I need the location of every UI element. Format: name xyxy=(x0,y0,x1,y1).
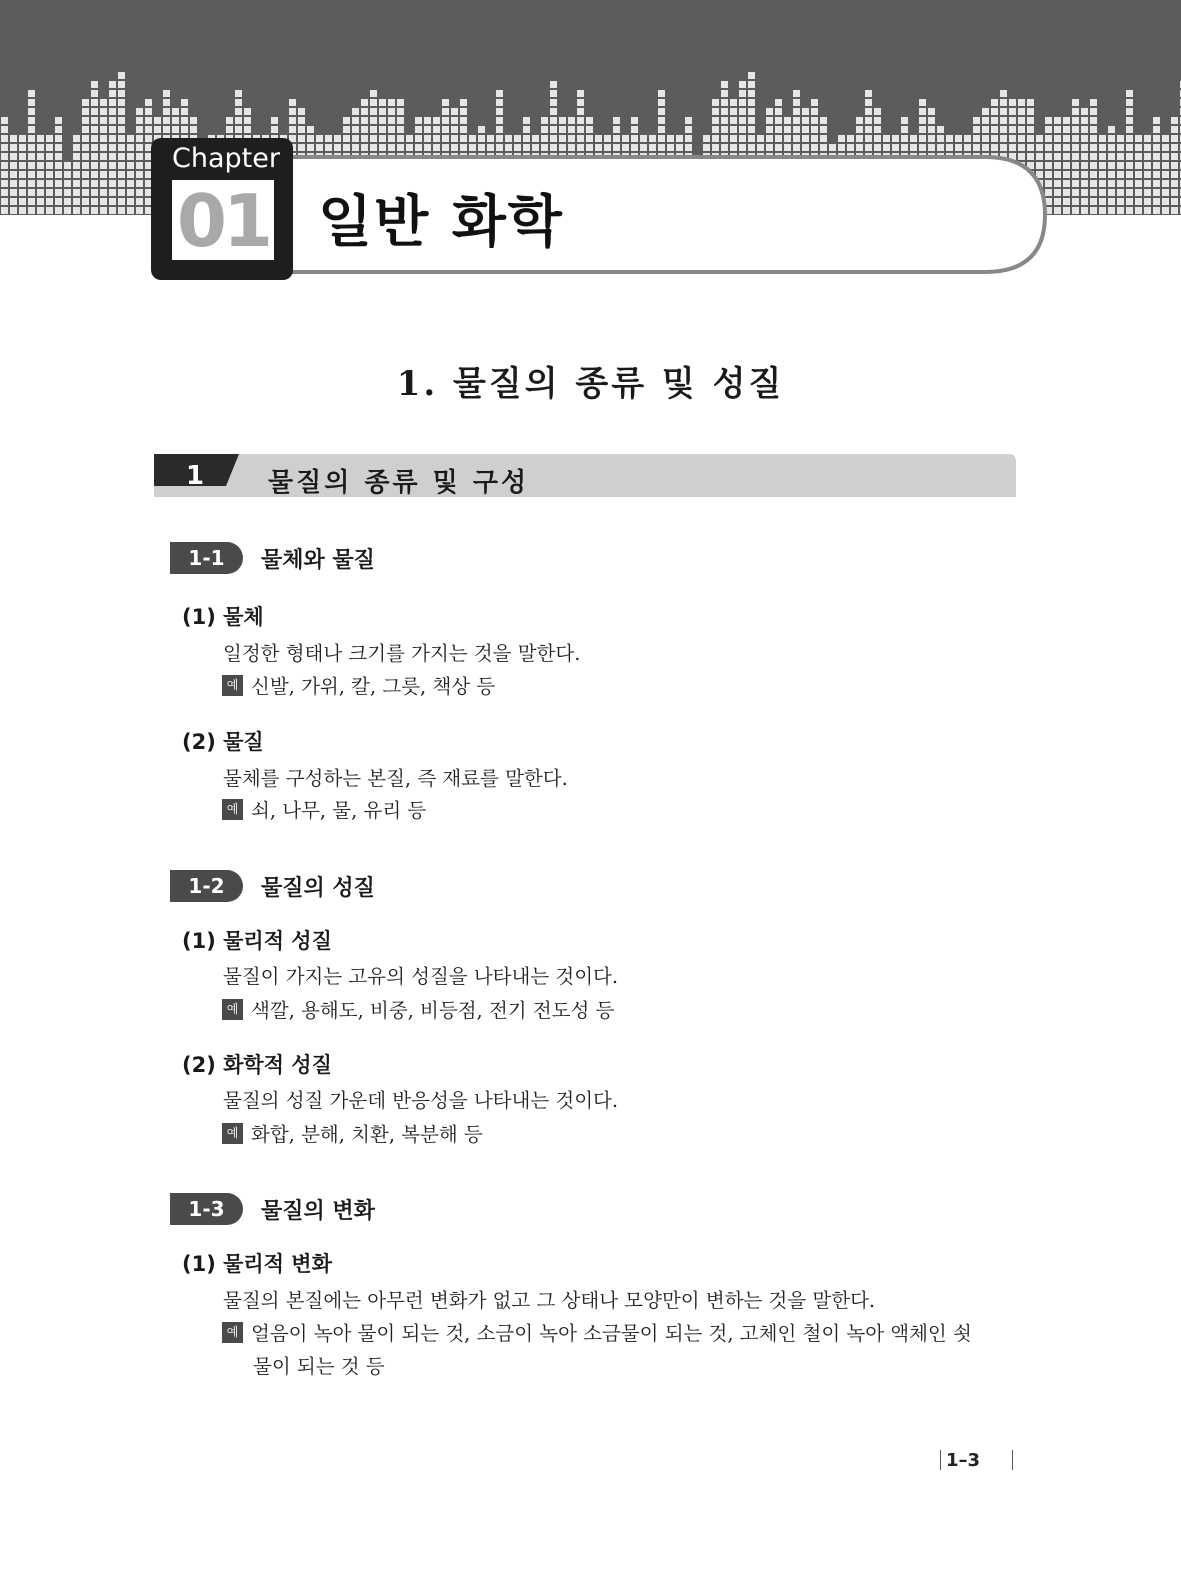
example-badge: 예 xyxy=(222,999,243,1020)
subsection-badge: 1-1 xyxy=(170,542,243,574)
chapter-title: 일반 화학 xyxy=(318,190,564,255)
chapter-number: 01 xyxy=(172,180,274,260)
example-badge: 예 xyxy=(222,799,243,820)
page-number-divider-left xyxy=(940,1450,941,1470)
subsection-title: 물질의 성질 xyxy=(261,875,375,901)
item-text: 물질의 성질 가운데 반응성을 나타내는 것이다. xyxy=(223,1089,619,1112)
page-number: 1–3 xyxy=(946,1450,981,1471)
example-line xyxy=(222,1119,483,1147)
example-line xyxy=(222,1318,972,1346)
item-heading: (2) 화학적 성질 xyxy=(182,1053,332,1077)
item-heading: (1) 물체 xyxy=(182,605,264,629)
example-text: 쇠, 나무, 물, 유리 등 xyxy=(251,799,427,822)
section-title: 1. 물질의 종류 및 성질 xyxy=(396,364,785,404)
part-title: 물질의 종류 및 구성 xyxy=(268,468,530,498)
example-text-continued: 물이 되는 것 등 xyxy=(253,1355,385,1378)
page-number-divider-right xyxy=(1012,1450,1013,1470)
example-text: 신발, 가위, 칼, 그릇, 책상 등 xyxy=(251,675,496,698)
subsection-heading xyxy=(170,870,375,902)
item-heading: (1) 물리적 변화 xyxy=(182,1252,332,1276)
example-badge: 예 xyxy=(222,675,243,696)
item-text: 물질의 본질에는 아무런 변화가 없고 그 상태나 모양만이 변하는 것을 말한다. xyxy=(223,1289,876,1312)
part-number: 1 xyxy=(185,461,205,491)
subsection-title: 물질의 변화 xyxy=(261,1198,375,1224)
example-text: 얼음이 녹아 물이 되는 것, 소금이 녹아 소금물이 되는 것, 고체인 철이 녹아 액체인 쇳 xyxy=(251,1322,972,1345)
item-heading: (2) 물질 xyxy=(182,730,264,754)
item-heading: (1) 물리적 성질 xyxy=(182,929,332,953)
item-text: 일정한 형태나 크기를 가지는 것을 말한다. xyxy=(223,642,581,665)
subsection-badge: 1-2 xyxy=(170,870,243,902)
example-badge: 예 xyxy=(222,1123,243,1144)
example-text: 화합, 분해, 치환, 복분해 등 xyxy=(251,1123,483,1146)
chapter-label: Chapter xyxy=(172,143,280,174)
example-line xyxy=(222,795,426,823)
example-line xyxy=(222,995,614,1023)
subsection-heading xyxy=(170,1193,375,1225)
item-text: 물질이 가지는 고유의 성질을 나타내는 것이다. xyxy=(223,965,619,988)
example-badge: 예 xyxy=(222,1322,243,1343)
subsection-heading xyxy=(170,542,375,574)
example-text: 색깔, 용해도, 비중, 비등점, 전기 전도성 등 xyxy=(251,999,615,1022)
subsection-badge: 1-3 xyxy=(170,1193,243,1225)
subsection-title: 물체와 물질 xyxy=(261,547,375,573)
example-line xyxy=(222,671,495,699)
item-text: 물체를 구성하는 본질, 즉 재료를 말한다. xyxy=(223,767,568,790)
